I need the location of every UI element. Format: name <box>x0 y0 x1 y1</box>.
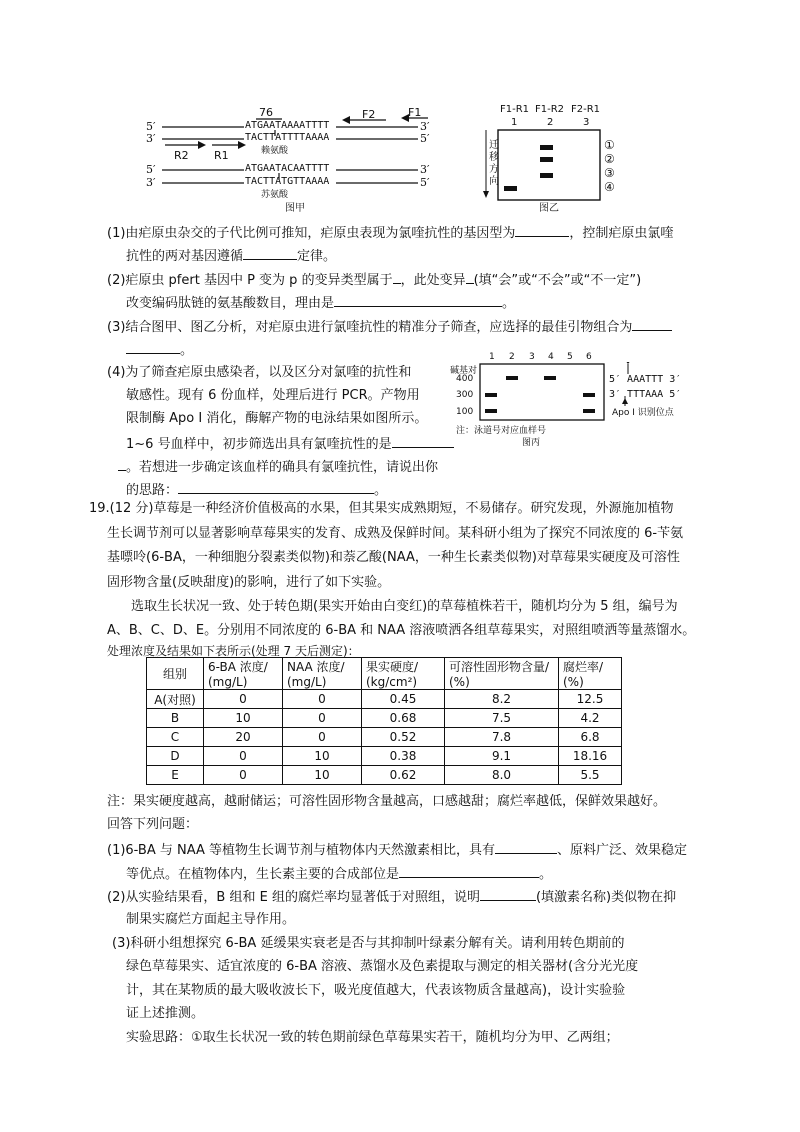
table-cell: 6.8 <box>559 728 622 747</box>
question-line: 抗性的两对基因遵循 定律。 <box>126 246 336 266</box>
question-line: (1)6-BA 与 NAA 等植物生长调节剂与植物体内天然激素相比，具有 、原料广泛、效果稳定 <box>107 840 687 860</box>
strand-end: 5′ <box>420 176 430 189</box>
primer-f1: F1 <box>408 106 422 119</box>
figure-caption: 图甲 <box>285 203 305 214</box>
table-header-cell: 果实硬度/ (kg/cm²) <box>362 658 445 690</box>
question-line: 回答下列问题： <box>107 817 199 832</box>
table-header-cell: 组别 <box>147 658 204 690</box>
table-cell: 0 <box>283 709 362 728</box>
lane-number: 4 <box>548 352 554 362</box>
dna-sequence: 3′ TTTAAA 5′ <box>609 389 682 400</box>
table-cell: 5.5 <box>559 766 622 785</box>
table-cell: 0 <box>283 728 362 747</box>
primer-r1: R1 <box>214 149 229 162</box>
gel-band <box>504 186 517 191</box>
table-row <box>147 766 622 785</box>
label-76: 76 <box>259 106 273 119</box>
table-cell: 4.2 <box>559 709 622 728</box>
table-row <box>147 747 622 766</box>
dna-sequence: 5′ AAATTT 3′ <box>609 374 682 385</box>
table-cell: D <box>147 747 204 766</box>
restriction-site-note: Apo I 识别位点 <box>612 408 674 418</box>
figure-caption: 图丙 <box>522 438 541 448</box>
strand-end: 3′ <box>146 132 156 145</box>
table-cell: 8.0 <box>445 766 559 785</box>
strand-end: 5′ <box>420 132 430 145</box>
table-cell: 8.2 <box>445 690 559 709</box>
question-line: 限制酶 Apo I 消化，酶解产物的电泳结果如图所示。 <box>126 411 428 426</box>
lane-number: 1 <box>489 352 495 362</box>
question-line: (2)疟原虫 pfert 基因中 P 变为 p 的变异类型属于 ，此处变异 (填“会”或“不会”或“不一定”) <box>107 270 641 290</box>
gel-band <box>540 173 553 178</box>
gel-band <box>544 376 556 380</box>
lane-number: 5 <box>567 352 573 362</box>
question-line: A、B、C、D、E。分别用不同浓度的 6-BA 和 NAA 溶液喷洒各组草莓果实，对照组喷洒等量蒸馏水。 <box>107 623 696 638</box>
bp-value: 300 <box>456 390 474 400</box>
table-header-cell: 可溶性固形物含量/ (%) <box>445 658 559 690</box>
migration-direction: 迁 移 方 向 <box>489 140 499 187</box>
lane-number: 6 <box>586 352 592 362</box>
table-cell: 0 <box>283 690 362 709</box>
table-cell: 18.16 <box>559 747 622 766</box>
table-cell: 0 <box>204 690 283 709</box>
question-line: 生长调节剂可以显著影响草莓果实的发育、成熟及保鲜时间。某科研小组为了探究不同浓度的 6-苄氨 <box>107 526 684 541</box>
table-header-cell: NAA 浓度/ (mg/L) <box>283 658 362 690</box>
question-line: 制果实腐烂方面起主导作用。 <box>126 912 296 927</box>
gel-band <box>583 409 595 413</box>
lane-number: 2 <box>547 117 554 128</box>
table-note: 注：果实硬度越高，越耐储运；可溶性固形物含量越高，口感越甜；腐烂率越低，保鲜效果越好。 <box>107 794 667 809</box>
results-table <box>146 657 622 785</box>
table-cell: 0 <box>204 747 283 766</box>
strand-end: 3′ <box>420 163 430 176</box>
table-cell: E <box>147 766 204 785</box>
gel-band <box>583 393 595 397</box>
question-line: (3)科研小组想探究 6-BA 延缓果实衰老是否与其抑制叶绿素分解有关。请利用转色期前的 <box>112 936 625 951</box>
lane-header: F1-R1 <box>500 104 530 115</box>
lane-number: 1 <box>511 117 518 128</box>
question-line: 的思路： 。 <box>126 480 387 500</box>
dna-sequence: TACTTATTTTAAAA <box>245 132 330 143</box>
primer-f2: F2 <box>362 108 376 121</box>
table-cell: 0.52 <box>362 728 445 747</box>
figure-caption: 图乙 <box>539 203 559 214</box>
question-line: 敏感性。现有 6 份血样，处理后进行 PCR。产物用 <box>126 388 420 403</box>
table-cell: 10 <box>204 709 283 728</box>
table-cell: 0.62 <box>362 766 445 785</box>
bp-value: 400 <box>456 374 474 384</box>
table-row <box>147 728 622 747</box>
table-header-cell: 腐烂率/ (%) <box>559 658 622 690</box>
gel-band <box>540 157 553 162</box>
question-line: 。 <box>126 340 193 360</box>
band-markers: ① ② ③ ④ <box>604 138 615 194</box>
table-cell: 0.38 <box>362 747 445 766</box>
question-line: 19.(12 分)草莓是一种经济价值极高的水果，但其果实成熟期短，不易储存。研究发现，外源施加植物 <box>89 501 674 516</box>
table-cell: 10 <box>283 766 362 785</box>
table-cell: 0 <box>204 766 283 785</box>
table-cell: 7.5 <box>445 709 559 728</box>
table-row <box>147 690 622 709</box>
question-line: 实验思路：①取生长状况一致的转色期前绿色草莓果实若干，随机均分为甲、乙两组； <box>126 1030 619 1045</box>
question-line: 。若想进一步确定该血样的确具有氯喹抗性，请说出你 <box>118 457 438 477</box>
question-line: 等优点。在植物体内，生长素主要的合成部位是 。 <box>126 864 552 884</box>
question-line: (1)由疟原虫杂交的子代比例可推知，疟原虫表现为氯喹抗性的基因型为 ，控制疟原虫氯喹 <box>107 223 673 243</box>
question-line: 固形物含量(反映甜度)的影响，进行了如下实验。 <box>107 575 391 590</box>
table-header-cell: 6-BA 浓度/ (mg/L) <box>204 658 283 690</box>
question-line: (3)结合图甲、图乙分析，对疟原虫进行氯喹抗性的精准分子筛查，应选择的最佳引物组合为 <box>107 317 672 337</box>
table-cell: 12.5 <box>559 690 622 709</box>
question-line: 基嘌呤(6-BA，一种细胞分裂素类似物)和萘乙酸(NAA，一种生长素类似物)对草莓果实硬度及可溶性 <box>107 550 680 565</box>
question-line: 选取生长状况一致、处于转色期(果实开始由白变红)的草莓植株若干，随机均分为 5 组，编号为 <box>131 599 678 614</box>
strand-end: 3′ <box>420 120 430 133</box>
question-line: 计，其在某物质的最大吸收波长下，吸光度值越大，代表该物质含量越高)，设计实验验 <box>126 983 626 998</box>
strand-end: 3′ <box>146 176 156 189</box>
table-cell: 20 <box>204 728 283 747</box>
lane-number: 2 <box>509 352 515 362</box>
table-cell: A(对照) <box>147 690 204 709</box>
gel-band <box>506 376 518 380</box>
primer-r2: R2 <box>174 149 189 162</box>
amino-acid-label: 苏氨酸 <box>261 190 289 200</box>
table-cell: 0.45 <box>362 690 445 709</box>
question-line: 绿色草莓果实、适宜浓度的 6-BA 溶液、蒸馏水及色素提取与测定的相关器材(含分光光度 <box>126 959 639 974</box>
amino-acid-label: 赖氨酸 <box>261 146 289 156</box>
dna-sequence: ATGAATACAATTTT <box>245 163 330 174</box>
lane-header: F2-R1 <box>571 104 601 115</box>
dna-sequence: ATGAATAAAATTTT <box>245 120 330 131</box>
table-header-row <box>147 658 622 690</box>
question-line: (4)为了筛查疟原虫感染者，以及区分对氯喹的抗性和 <box>107 365 412 380</box>
gel-band <box>485 393 497 397</box>
question-line: (2)从实验结果看，B 组和 E 组的腐烂率均显著低于对照组，说明 (填激素名称)类似物在抑 <box>107 887 676 907</box>
table-row <box>147 709 622 728</box>
table-cell: 9.1 <box>445 747 559 766</box>
lane-number: 3 <box>529 352 535 362</box>
question-line: 1~6 号血样中，初步筛选出具有氯喹抗性的是 <box>126 434 454 454</box>
gel-band <box>485 409 497 413</box>
strand-end: 5′ <box>146 120 156 133</box>
question-line: 改变编码肽链的氨基酸数目，理由是 。 <box>126 293 515 313</box>
bp-label: 碱基对 <box>450 366 478 376</box>
table-cell: B <box>147 709 204 728</box>
table-cell: C <box>147 728 204 747</box>
question-line: 处理浓度及结果如下表所示(处理 7 天后测定)： <box>107 644 360 658</box>
dna-sequence: TACTTATGTTAAAA <box>245 176 330 187</box>
bp-value: 100 <box>456 407 474 417</box>
table-cell: 0.68 <box>362 709 445 728</box>
table-cell: 7.8 <box>445 728 559 747</box>
question-line: 证上述推测。 <box>126 1006 205 1021</box>
table-cell: 10 <box>283 747 362 766</box>
strand-end: 5′ <box>146 163 156 176</box>
lane-number: 3 <box>583 117 590 128</box>
gel-band <box>540 145 553 150</box>
figure-note: 注：泳道号对应血样号 <box>456 426 547 436</box>
lane-header: F1-R2 <box>535 104 565 115</box>
